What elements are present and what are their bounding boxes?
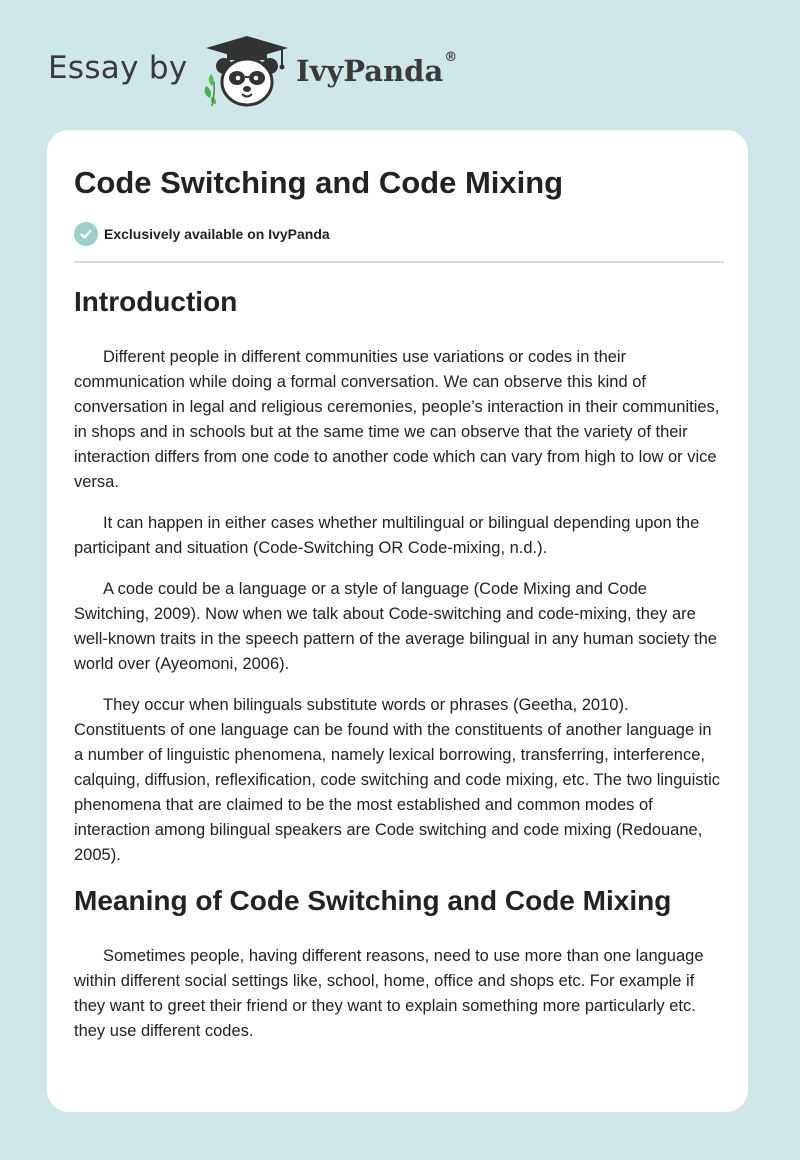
paragraph: Sometimes people, having different reasons, need to use more than one language within different social settings like, school, home, office and shops etc. For example if they want to greet their friend or they want to explain something more particularly etc. they use different codes. [74,947,704,1040]
registered-mark: ® [444,50,458,65]
section-heading-introduction: Introduction [74,286,238,317]
paragraph: It can happen in either cases whether multilingual or bilingual depending upon the participant and situation (Code-Switching OR Code-mixing, n.d.). [74,514,700,557]
exclusive-label: Exclusively available on IvyPanda [104,226,330,242]
essay-by-label: Essay by [48,50,188,86]
brand-name: IvyPanda [296,54,444,88]
section-heading-meaning: Meaning of Code Switching and Code Mixing [74,885,672,916]
essay-body [74,280,724,1044]
panda-graduate-logo-icon[interactable] [202,34,292,110]
page-title: Code Switching and Code Mixing [74,165,564,200]
essay-card [47,130,748,1112]
paragraph: Different people in different communities use variations or codes in their communication while doing a formal conversation. We can observe this kind of conversation in legal and religious ceremonies, people’s interaction in their communities, in shops and in schools but at the same time we can observe that the variety of their interaction differs from one code to another code which can vary from high to low or vice versa. [74,348,720,491]
exclusive-badge [74,222,330,246]
site-header [48,30,548,110]
divider [74,261,724,263]
paragraph: They occur when bilinguals substitute words or phrases (Geetha, 2010). Constituents of one language can be found with the constituents of another language in a number of linguistic phenomena, namely lexical borrowing, transferring, interference, calquing, diffusion, reflexification, code switching and code mixing, etc. The two linguistic phenomena that are claimed to be the most established and common modes of interaction among bilingual speakers are Code switching and code mixing (Redouane, 2005). [74,696,720,864]
paragraph: A code could be a language or a style of language (Code Mixing and Code Switching, 2009). Now when we talk about Code-switching and code-mixing, they are well-known traits in the speech pattern of the average bilingual in any human society the world over (Ayeomoni, 2006). [74,580,717,673]
brand-logo[interactable] [296,50,458,88]
check-icon [74,222,98,246]
